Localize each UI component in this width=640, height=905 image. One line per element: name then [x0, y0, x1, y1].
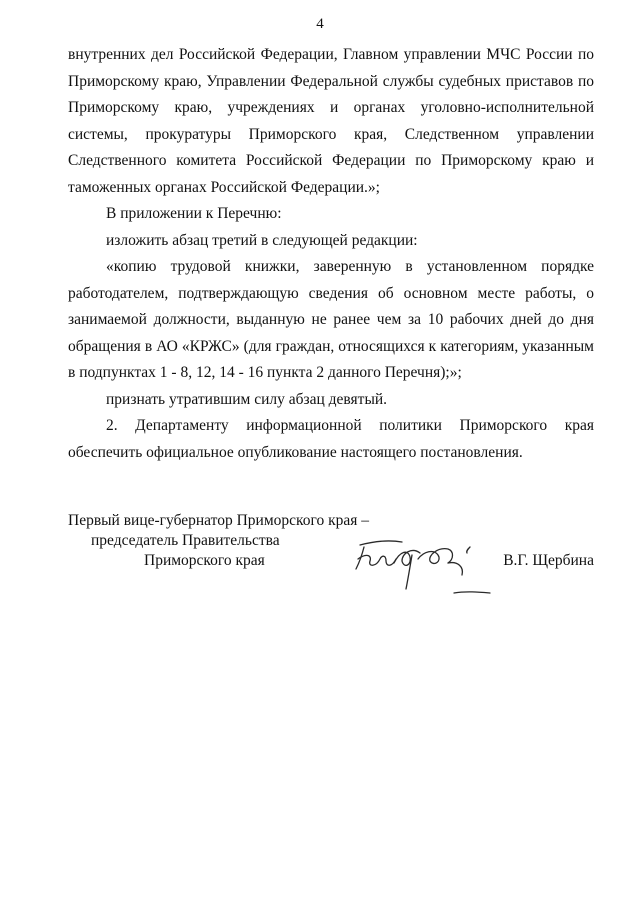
paragraph-quoted-amendment: «копию трудовой книжки, заверенную в установленном порядке работодателем, подтверждающую сведения об основном месте работы, о занимаемой должности, выданную не ранее чем за 10 рабочих дней до дня обращения в АО «КРЖС» (для граждан, относящихся к категориям, указанным в подпунктах 1 - 8, 12, 14 - 16 пункта 2 данного Перечня);»;	[68, 258, 594, 381]
paragraph-item-2: 2. Департаменту информационной политики Приморского края обеспечить официальное опубликование настоящего постановления.	[68, 417, 594, 461]
signatory-position-line-3: Приморского края	[144, 552, 265, 569]
paragraph-appendix-intro: В приложении к Перечню:	[106, 205, 282, 222]
signatory-position-line-1: Первый вице-губернатор Приморского края –	[68, 512, 370, 529]
signatory-name: В.Г. Щербина	[503, 552, 594, 569]
handwritten-signature	[350, 533, 500, 603]
document-body	[68, 42, 594, 466]
paragraph-amend-instruction: изложить абзац третий в следующей редакции:	[106, 231, 418, 249]
paragraph-repeal-instruction: признать утратившим силу абзац девятый.	[106, 390, 388, 408]
paragraph-continuation: внутренних дел Российской Федерации, Главном управлении МЧС России по Приморскому краю, Управлении Федеральной службы судебных приставов по Приморскому краю, учреждениях и органах уголовно-исполнительной системы, прокуратуры Приморского края, Следственном управлении Следственного комитета Российской Федерации по Приморскому краю и таможенных органах Российской Федерации.»;	[68, 46, 594, 196]
signatory-position-line-2: председатель Правительства	[91, 532, 280, 549]
signature-block	[68, 511, 594, 591]
page-number: 4	[316, 16, 324, 32]
